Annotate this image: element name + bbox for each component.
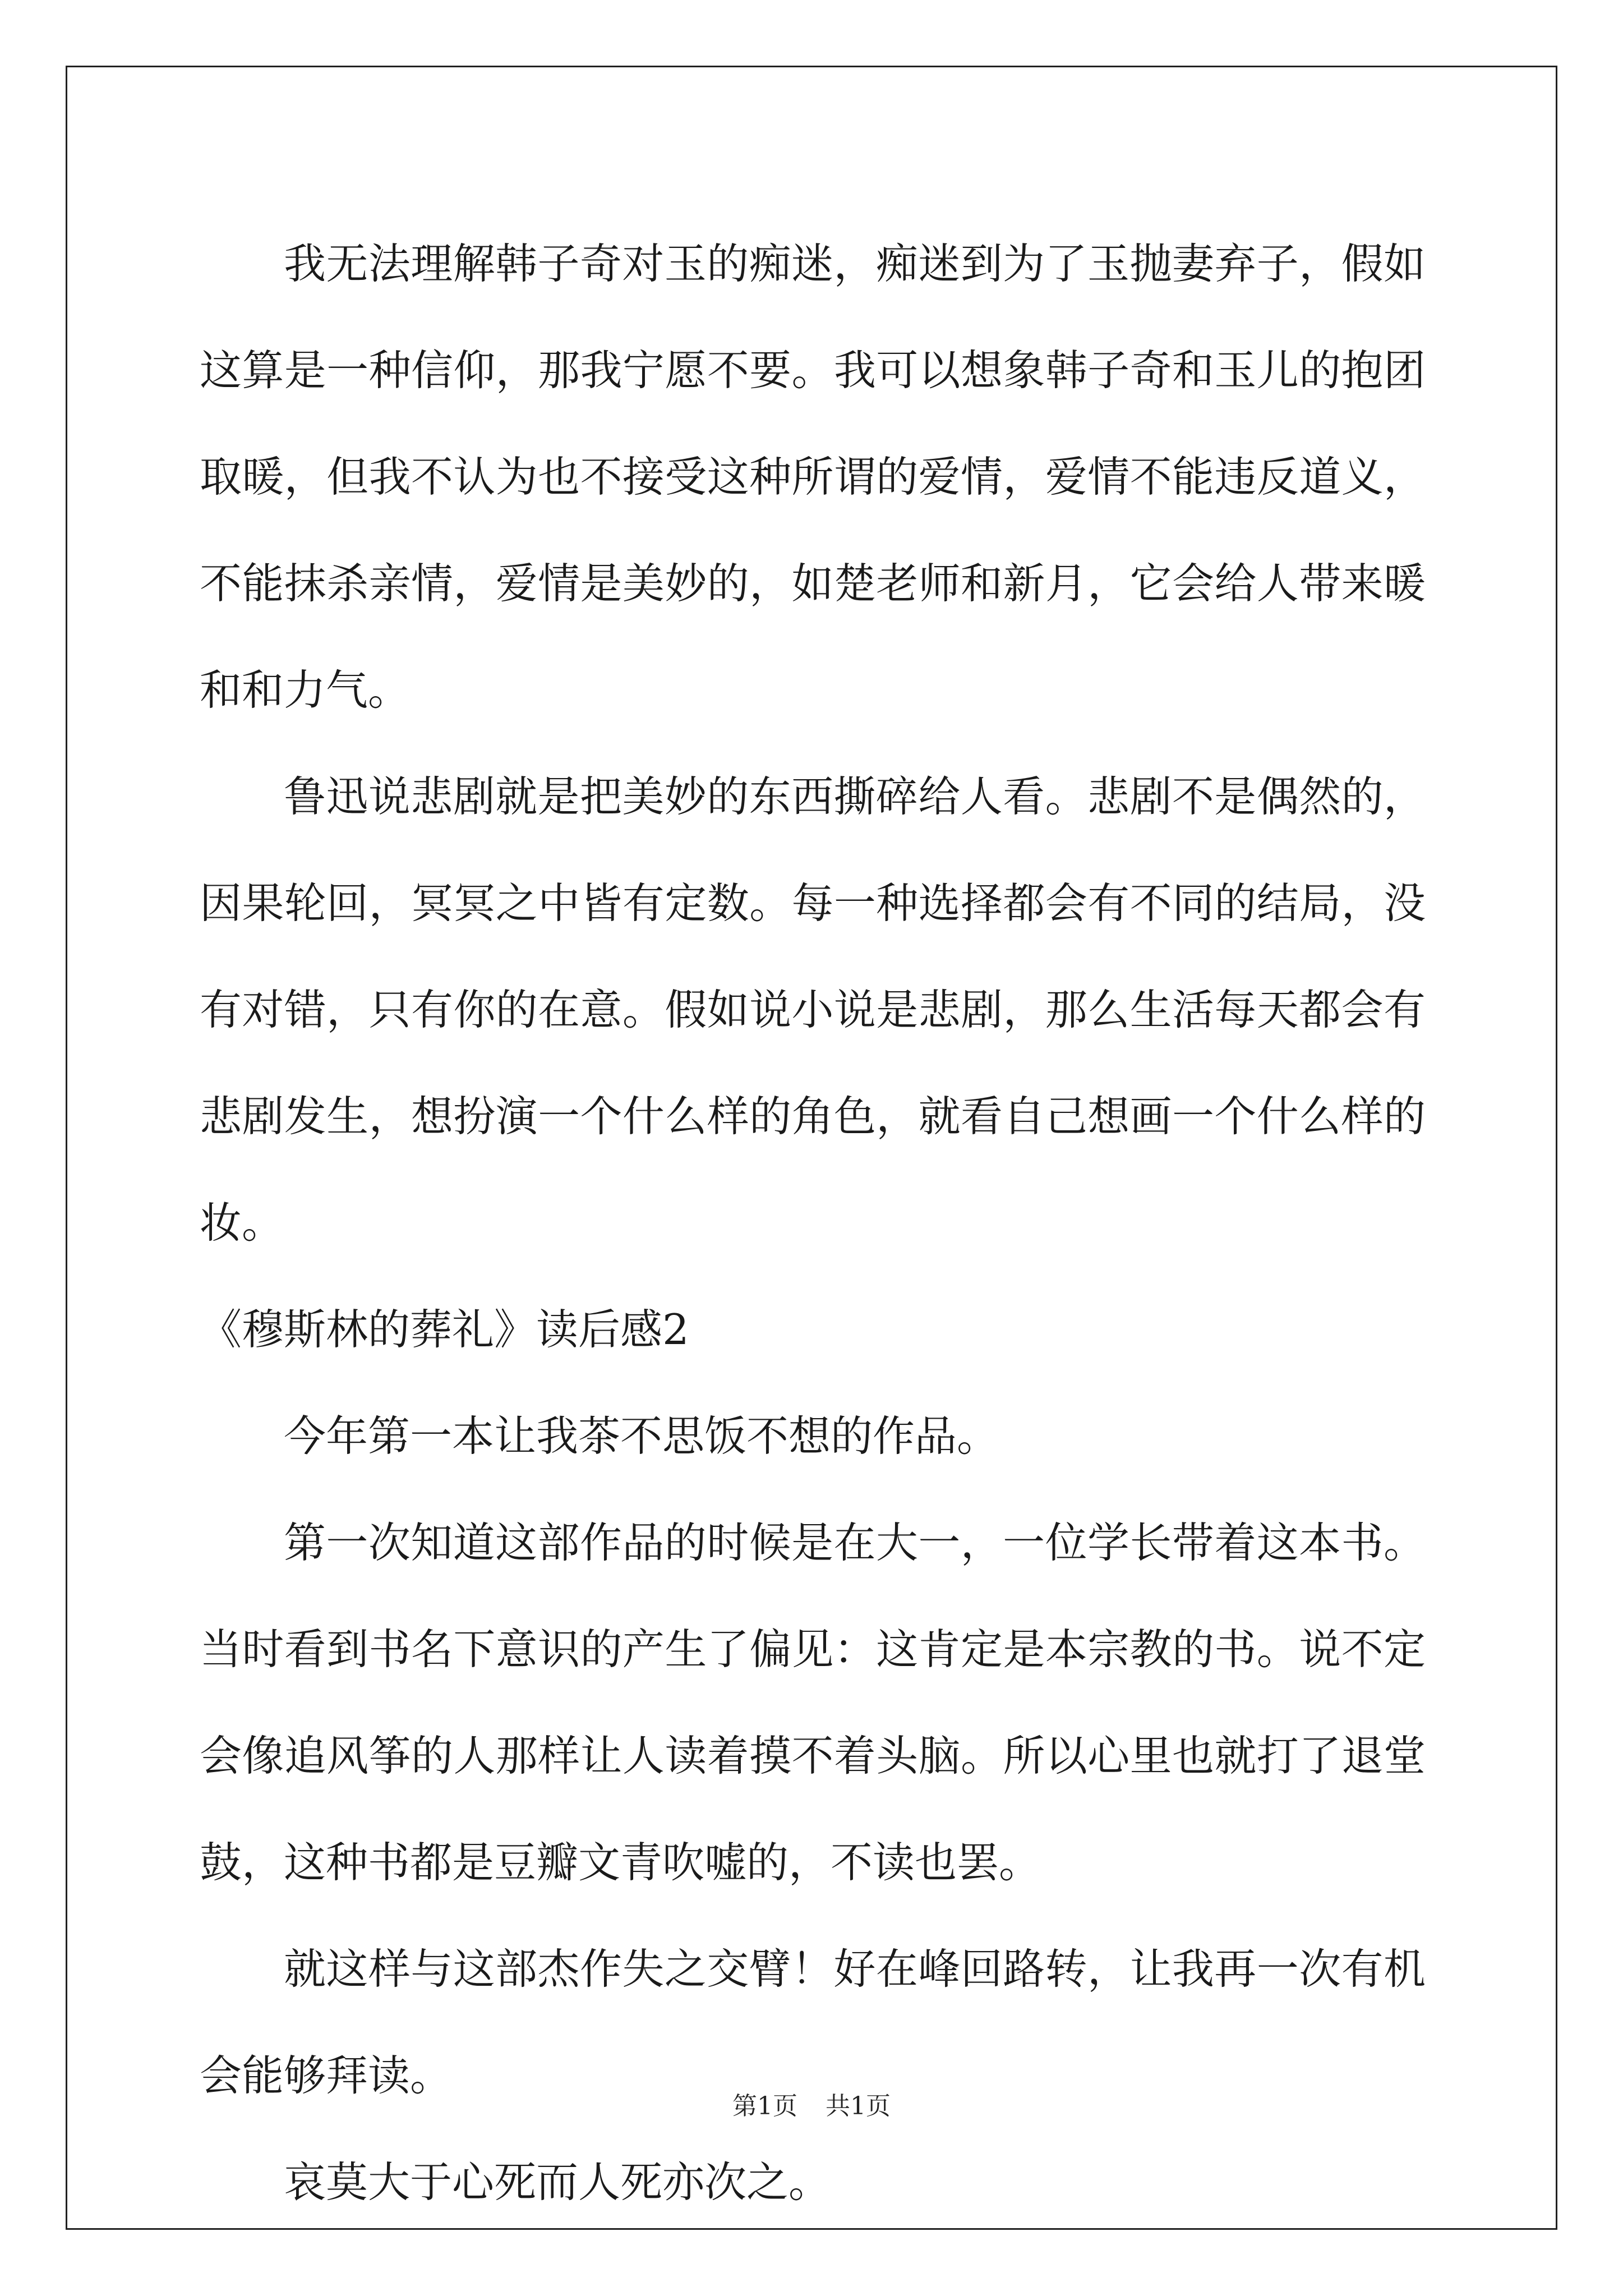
total-pages: 共1页 [826, 2092, 891, 2120]
paragraph-1: 我无法理解韩子奇对玉的痴迷，痴迷到为了玉抛妻弃子，假如这算是一种信仰，那我宁愿不要。我可以想象韩子奇和玉儿的抱团取暖，但我不认为也不接受这种所谓的爱情，爱情不能违反道义，不能抹杀亲情，爱情是美妙的，如楚老师和新月，它会给人带来暖和和力气。 [200, 239, 1426, 715]
section-paragraph-3: 就这样与这部杰作失之交臂！好在峰回路转，让我再一次有机会能够拜读。 [200, 1944, 1426, 2100]
current-page-number: 第1页 [732, 2092, 797, 2120]
document-body [200, 210, 1426, 2235]
section-paragraph-1: 今年第一本让我茶不思饭不想的作品。 [284, 1411, 999, 1461]
section-paragraph-2: 第一次知道这部作品的时候是在大一，一位学长带着这本书。当时看到书名下意识的产生了偏见：这肯定是本宗教的书。说不定会像追风筝的人那样让人读着摸不着头脑。所以心里也就打了退堂鼓，这种书都是豆瓣文青吹嘘的，不读也罢。 [200, 1518, 1426, 1887]
section-paragraph-4: 哀莫大于心死而人死亦次之。 [284, 2157, 831, 2207]
page-footer [0, 2090, 1623, 2123]
paragraph-2: 鲁迅说悲剧就是把美妙的东西撕碎给人看。悲剧不是偶然的，因果轮回，冥冥之中皆有定数。每一种选择都会有不同的结局，没有对错，只有你的在意。假如说小说是悲剧，那么生活每天都会有悲剧发生，想扮演一个什么样的角色，就看自己想画一个什么样的妆。 [200, 772, 1426, 1248]
section-heading: 《穆斯林的葬礼》读后感2 [200, 1305, 689, 1354]
